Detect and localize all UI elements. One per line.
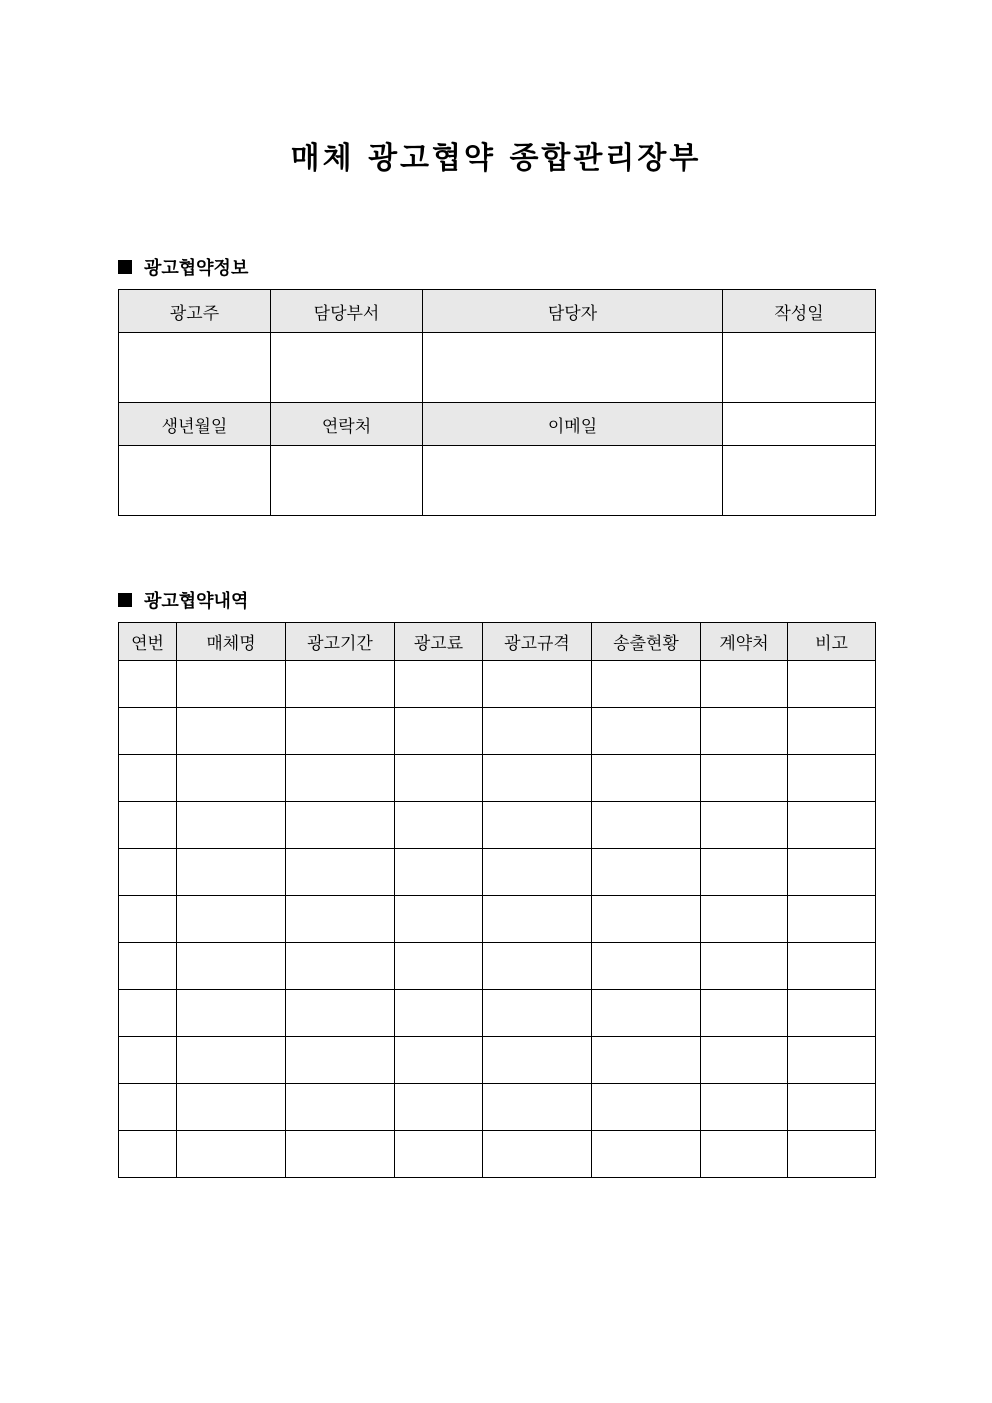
broadcast-status-cell[interactable]: [592, 755, 701, 802]
media-name-cell[interactable]: [177, 1037, 286, 1084]
header-department: 담당부서: [271, 290, 423, 333]
department-field[interactable]: [271, 333, 423, 403]
ad-spec-cell[interactable]: [483, 849, 592, 896]
broadcast-status-cell[interactable]: [592, 661, 701, 708]
remarks-cell[interactable]: [788, 849, 876, 896]
square-bullet-icon: [118, 593, 132, 607]
broadcast-status-cell[interactable]: [592, 1084, 701, 1131]
ad-spec-cell[interactable]: [483, 661, 592, 708]
ad-period-cell[interactable]: [286, 1131, 395, 1178]
ad-fee-cell[interactable]: [395, 990, 483, 1037]
section-heading-info-label: 광고협약정보: [144, 258, 249, 279]
ad-period-cell[interactable]: [286, 755, 395, 802]
ad-fee-cell[interactable]: [395, 943, 483, 990]
ad-period-cell[interactable]: [286, 943, 395, 990]
serial-no-cell[interactable]: [119, 896, 177, 943]
info-header-row-1: [119, 290, 876, 333]
info-entry-row-2: [119, 446, 876, 516]
contractor-cell[interactable]: [701, 896, 788, 943]
table-row: [119, 661, 876, 708]
table-row: [119, 1131, 876, 1178]
date-written-field[interactable]: [723, 333, 876, 403]
header-email: 이메일: [423, 403, 723, 446]
media-name-cell[interactable]: [177, 708, 286, 755]
ad-period-cell[interactable]: [286, 802, 395, 849]
contractor-cell[interactable]: [701, 1037, 788, 1084]
table-row: [119, 849, 876, 896]
ad-period-cell[interactable]: [286, 708, 395, 755]
ad-spec-cell[interactable]: [483, 755, 592, 802]
ad-period-cell[interactable]: [286, 661, 395, 708]
ad-spec-cell[interactable]: [483, 1131, 592, 1178]
table-row: [119, 1084, 876, 1131]
header-ad-fee: 광고료: [395, 623, 483, 661]
ad-fee-cell[interactable]: [395, 1084, 483, 1131]
advertiser-field[interactable]: [119, 333, 271, 403]
serial-no-cell[interactable]: [119, 943, 177, 990]
table-row: [119, 943, 876, 990]
serial-no-cell[interactable]: [119, 708, 177, 755]
table-row: [119, 708, 876, 755]
ad-spec-cell[interactable]: [483, 802, 592, 849]
serial-no-cell[interactable]: [119, 1131, 177, 1178]
contact-field[interactable]: [271, 446, 423, 516]
media-name-cell[interactable]: [177, 849, 286, 896]
remarks-cell[interactable]: [788, 661, 876, 708]
contractor-cell[interactable]: [701, 755, 788, 802]
contractor-cell[interactable]: [701, 661, 788, 708]
media-name-cell[interactable]: [177, 1131, 286, 1178]
contract-info-table: [118, 289, 876, 516]
header-contractor: 계약처: [701, 623, 788, 661]
ad-period-cell[interactable]: [286, 849, 395, 896]
media-name-cell[interactable]: [177, 943, 286, 990]
date-written-field-continued[interactable]: [723, 403, 876, 446]
history-header-row: [119, 623, 876, 661]
media-name-cell[interactable]: [177, 990, 286, 1037]
person-in-charge-field[interactable]: [423, 333, 723, 403]
document-title: 매체 광고협약 종합관리장부: [290, 141, 702, 176]
header-date-written: 작성일: [723, 290, 876, 333]
remarks-cell[interactable]: [788, 1084, 876, 1131]
ad-spec-cell[interactable]: [483, 990, 592, 1037]
extra-field[interactable]: [723, 446, 876, 516]
header-ad-period: 광고기간: [286, 623, 395, 661]
header-remarks: 비고: [788, 623, 876, 661]
table-row: [119, 802, 876, 849]
broadcast-status-cell[interactable]: [592, 1131, 701, 1178]
section-heading-history-label: 광고협약내역: [144, 591, 249, 612]
ad-fee-cell[interactable]: [395, 755, 483, 802]
media-name-cell[interactable]: [177, 661, 286, 708]
ad-period-cell[interactable]: [286, 990, 395, 1037]
remarks-cell[interactable]: [788, 990, 876, 1037]
remarks-cell[interactable]: [788, 755, 876, 802]
remarks-cell[interactable]: [788, 802, 876, 849]
media-name-cell[interactable]: [177, 896, 286, 943]
serial-no-cell[interactable]: [119, 802, 177, 849]
contractor-cell[interactable]: [701, 708, 788, 755]
table-row: [119, 896, 876, 943]
contract-history-table: [118, 622, 876, 1178]
ad-spec-cell[interactable]: [483, 943, 592, 990]
ad-spec-cell[interactable]: [483, 1084, 592, 1131]
serial-no-cell[interactable]: [119, 990, 177, 1037]
birth-date-field[interactable]: [119, 446, 271, 516]
remarks-cell[interactable]: [788, 896, 876, 943]
broadcast-status-cell[interactable]: [592, 990, 701, 1037]
contractor-cell[interactable]: [701, 990, 788, 1037]
section-heading-info: [118, 254, 248, 280]
serial-no-cell[interactable]: [119, 661, 177, 708]
contractor-cell[interactable]: [701, 1084, 788, 1131]
contractor-cell[interactable]: [701, 943, 788, 990]
media-name-cell[interactable]: [177, 755, 286, 802]
header-birth-date: 생년월일: [119, 403, 271, 446]
ad-fee-cell[interactable]: [395, 896, 483, 943]
ad-fee-cell[interactable]: [395, 661, 483, 708]
ad-period-cell[interactable]: [286, 1084, 395, 1131]
email-field[interactable]: [423, 446, 723, 516]
table-row: [119, 990, 876, 1037]
serial-no-cell[interactable]: [119, 755, 177, 802]
ad-fee-cell[interactable]: [395, 708, 483, 755]
ad-fee-cell[interactable]: [395, 802, 483, 849]
ad-spec-cell[interactable]: [483, 708, 592, 755]
ad-fee-cell[interactable]: [395, 1131, 483, 1178]
broadcast-status-cell[interactable]: [592, 1037, 701, 1084]
square-bullet-icon: [118, 260, 132, 274]
ad-period-cell[interactable]: [286, 1037, 395, 1084]
serial-no-cell[interactable]: [119, 1037, 177, 1084]
remarks-cell[interactable]: [788, 1131, 876, 1178]
table-row: [119, 1037, 876, 1084]
table-row: [119, 755, 876, 802]
media-name-cell[interactable]: [177, 1084, 286, 1131]
remarks-cell[interactable]: [788, 943, 876, 990]
broadcast-status-cell[interactable]: [592, 896, 701, 943]
ad-fee-cell[interactable]: [395, 849, 483, 896]
ad-fee-cell[interactable]: [395, 1037, 483, 1084]
contractor-cell[interactable]: [701, 849, 788, 896]
header-ad-spec: 광고규격: [483, 623, 592, 661]
header-person-in-charge: 담당자: [423, 290, 723, 333]
broadcast-status-cell[interactable]: [592, 849, 701, 896]
header-advertiser: 광고주: [119, 290, 271, 333]
broadcast-status-cell[interactable]: [592, 943, 701, 990]
contractor-cell[interactable]: [701, 802, 788, 849]
header-contact: 연락처: [271, 403, 423, 446]
header-serial-no: 연번: [119, 623, 177, 661]
ad-spec-cell[interactable]: [483, 1037, 592, 1084]
remarks-cell[interactable]: [788, 1037, 876, 1084]
contractor-cell[interactable]: [701, 1131, 788, 1178]
remarks-cell[interactable]: [788, 708, 876, 755]
info-entry-row-1: [119, 333, 876, 403]
media-name-cell[interactable]: [177, 802, 286, 849]
section-heading-history: [118, 587, 248, 613]
header-broadcast-status: 송출현황: [592, 623, 701, 661]
broadcast-status-cell[interactable]: [592, 708, 701, 755]
ad-period-cell[interactable]: [286, 896, 395, 943]
broadcast-status-cell[interactable]: [592, 802, 701, 849]
header-media-name: 매체명: [177, 623, 286, 661]
ad-spec-cell[interactable]: [483, 896, 592, 943]
info-header-row-2: [119, 403, 876, 446]
serial-no-cell[interactable]: [119, 1084, 177, 1131]
serial-no-cell[interactable]: [119, 849, 177, 896]
